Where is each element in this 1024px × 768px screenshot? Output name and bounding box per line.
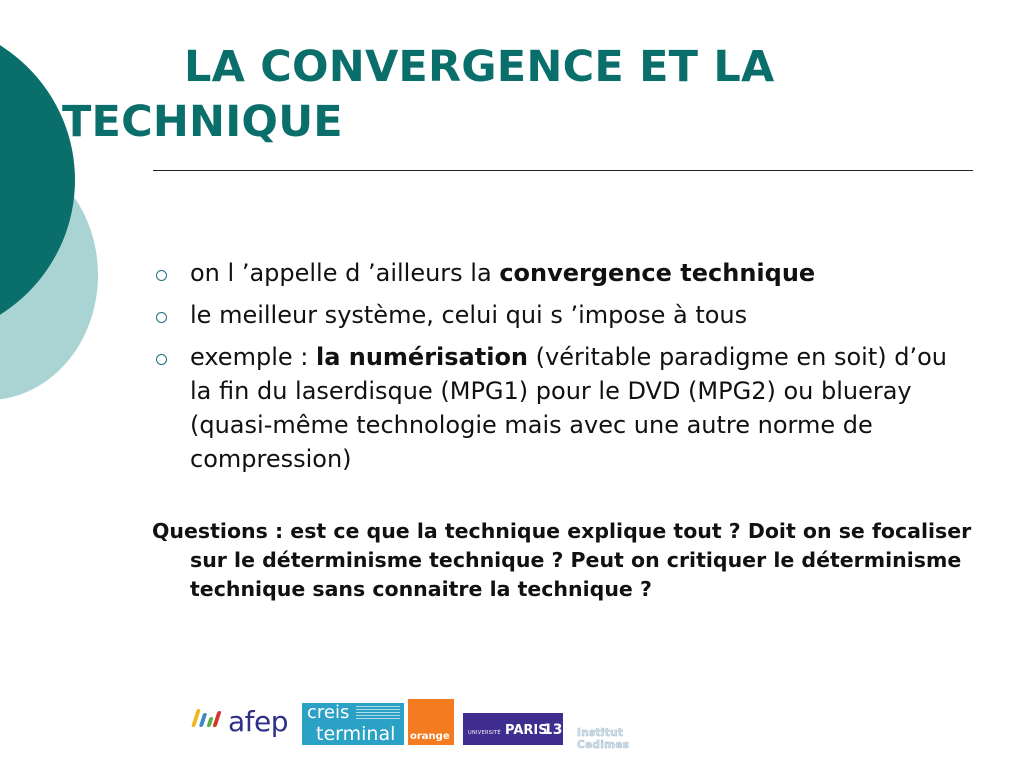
- creis-logo-text: creis: [307, 702, 350, 723]
- afep-logo-text: afep: [228, 705, 289, 738]
- bullet-item: [150, 340, 970, 476]
- afep-logo: [190, 699, 298, 745]
- bullet-circle-icon: [156, 312, 167, 323]
- paris-logo-number: 13: [543, 722, 563, 738]
- bullet-bold-text: la numérisation: [315, 343, 529, 371]
- bullet-circle-icon: [156, 354, 167, 365]
- bullet-item: [150, 298, 970, 332]
- bullet-text: on l ’appelle d ’ailleurs la: [190, 259, 500, 287]
- terminal-logo-text: terminal: [316, 723, 396, 745]
- orange-logo-text: orange: [410, 731, 450, 742]
- paris-13-logo: [463, 713, 563, 745]
- creis-terminal-logo: [302, 703, 404, 745]
- bullet-text-continued: (véritable paradigme en soit) d’ou la fin du laserdisque (MPG1) pour le DVD (MPG2) ou blueray (quasi-même technologie mais avec une autre norme de compression): [190, 343, 947, 473]
- title-divider: [153, 170, 973, 171]
- bullet-text: le meilleur système, celui qui s ’impose à tous: [190, 301, 748, 329]
- paris-logo-text: PARIS: [505, 723, 548, 738]
- bullet-text: exemple :: [190, 343, 316, 371]
- bullet-item: [150, 256, 970, 290]
- creis-small-print: [356, 706, 400, 720]
- questions-paragraph: Questions : est ce que la technique explique tout ? Doit on se focaliser sur le déterminisme technique ? Peut on critiquer le déterminisme technique sans connaitre la technique ?: [152, 519, 972, 601]
- slide-title: [62, 40, 942, 150]
- title-line-2: TECHNIQUE: [62, 97, 343, 147]
- cedimes-logo-text: Institut Cedimes: [577, 727, 630, 751]
- orange-logo: [408, 699, 454, 745]
- bullet-bold-text: convergence technique: [499, 259, 816, 287]
- bullet-circle-icon: [156, 270, 167, 281]
- paris-university-label: UNIVERSITÉ: [468, 730, 501, 736]
- title-line-1: LA CONVERGENCE ET LA: [184, 42, 775, 92]
- bullet-list: [150, 256, 970, 484]
